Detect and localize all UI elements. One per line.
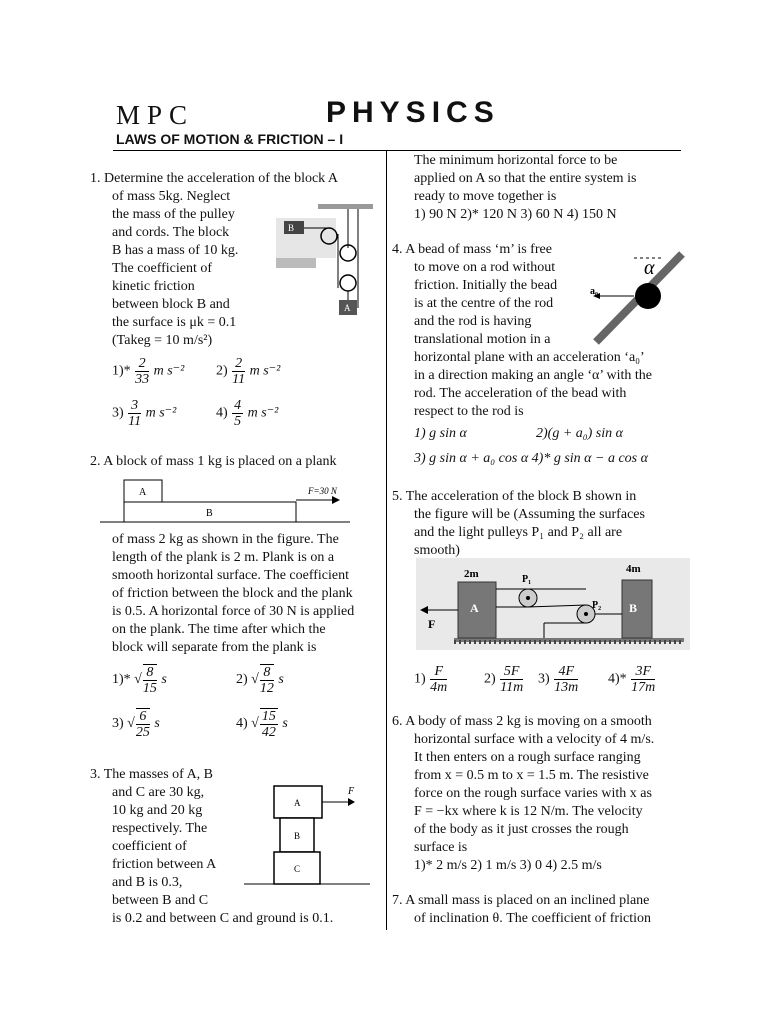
- q5-opt3-num: 3): [538, 671, 550, 687]
- q1-opt2-den: 11: [232, 372, 246, 387]
- header-mpc: MPC: [116, 100, 195, 130]
- q3-cont-line: ready to move together is: [414, 189, 557, 204]
- q3-label-force: F: [348, 786, 355, 797]
- q5-label-b: B: [629, 601, 638, 615]
- q5-line: 5. The acceleration of the block B shown in: [392, 489, 637, 504]
- q2-opt1-unit: s: [161, 672, 167, 688]
- q5-label-p2: P₂: [592, 600, 602, 611]
- q2-opt4-top: 15: [261, 709, 276, 724]
- q2-label-force: F=30 N: [308, 486, 337, 496]
- q2-opt1-top: 8: [143, 665, 157, 681]
- q1-opt3-num-top: 3: [128, 398, 141, 414]
- q3-line: 10 kg and 20 kg: [112, 803, 203, 818]
- q5-line: the figure will be (Assuming the surfaces: [414, 507, 645, 522]
- q2-opt2-top: 8: [260, 665, 274, 681]
- header-subject: PHYSICS: [326, 96, 500, 129]
- q1-line: and cords. The block: [112, 225, 230, 240]
- q4-line: in a direction making an angle ‘α’ with the: [414, 368, 652, 383]
- q5-opt2-den: 11m: [500, 680, 524, 695]
- q4-bead: [635, 283, 661, 309]
- q6-line: force on the rough surface varies with x as: [414, 786, 652, 801]
- q1-line: (Takeg = 10 m/s²): [112, 333, 213, 348]
- q2-label-b: B: [206, 508, 213, 519]
- q5-opt3-top: 4F: [554, 664, 578, 680]
- q5-label-f: F: [428, 617, 436, 631]
- q2-option-2[interactable]: 2) √ $\frac{8}{12}$ s: [236, 665, 284, 696]
- q5-label-4m: 4m: [626, 563, 641, 575]
- q4-bead-rod-figure: [582, 244, 686, 348]
- q1-option-3[interactable]: [112, 398, 176, 429]
- q4-line: translational motion in a: [414, 332, 551, 347]
- q1-opt4-num-top: 4: [234, 398, 242, 413]
- q4-line: 4. A bead of mass ‘m’ is free: [392, 242, 552, 257]
- q2-opt4-unit: s: [282, 716, 288, 732]
- q3-line: respectively. The: [112, 821, 208, 836]
- q2-block-plank-figure: [100, 476, 350, 528]
- q5-pulley-system-figure: [416, 558, 690, 650]
- q5-option-4[interactable]: [608, 664, 656, 695]
- q1-line: kinetic friction: [112, 279, 195, 294]
- q1-option-1[interactable]: [112, 356, 184, 387]
- q4-line: rod. The acceleration of the bead with: [414, 386, 627, 401]
- q1-line: the mass of the pulley: [112, 207, 235, 222]
- q7-line: of inclination θ. The coefficient of friction: [414, 911, 651, 926]
- q4-line: friction. Initially the bead: [414, 278, 558, 293]
- q4-line: respect to the rod is: [414, 404, 524, 419]
- q3-line: coefficient of: [112, 839, 187, 854]
- q5-opt4-top: 3F: [631, 664, 655, 680]
- q2-line: block will separate from the plank is: [112, 640, 317, 655]
- q1-label-a: A: [344, 303, 351, 313]
- q6-line: from x = 0.5 m to x = 1.5 m. The resistive: [414, 768, 649, 783]
- q2-opt4-den: 42: [261, 725, 276, 740]
- q2-first-line: 2. A block of mass 1 kg is placed on a plank: [90, 454, 337, 469]
- q5-line: and the light pulleys P₁ and P₂ all are: [414, 525, 623, 540]
- q4-option-2[interactable]: 2)(g + a₀) sin α: [536, 426, 623, 441]
- q4-option-3-4[interactable]: 3) g sin α + a₀ cos α 4)* g sin α − a cos α: [414, 451, 648, 466]
- q1-opt1-num: 1)*: [112, 363, 131, 379]
- q1-line: the surface is μk = 0.1: [112, 315, 237, 330]
- q1-opt2-unit: m s⁻²: [249, 363, 281, 379]
- q4-line: to move on a rod without: [414, 260, 556, 275]
- q2-opt2-den: 12: [259, 681, 274, 696]
- q3-stacked-blocks-figure: [244, 782, 370, 888]
- q4-label-alpha: α: [644, 257, 655, 279]
- q3-cont-line: applied on A so that the entire system is: [414, 171, 637, 186]
- q6-line: of the body as it just crosses the rough: [414, 822, 629, 837]
- q1-option-4[interactable]: [216, 398, 278, 429]
- q1-opt1-num-top: 2: [135, 356, 149, 372]
- q1-opt1-unit: m s⁻²: [153, 363, 185, 379]
- q3-line: 3. The masses of A, B: [90, 767, 214, 782]
- q6-line: It then enters on a rough surface ranging: [414, 750, 641, 765]
- q6-line: surface is: [414, 840, 468, 855]
- q2-opt2-unit: s: [278, 672, 284, 688]
- q4-option-1[interactable]: 1) g sin α: [414, 426, 467, 441]
- header-topic: LAWS OF MOTION & FRICTION – I: [116, 131, 344, 147]
- q1-opt4-den: 5: [234, 414, 242, 429]
- q1-opt4-unit: m s⁻²: [247, 405, 279, 421]
- q3-cont-line: The minimum horizontal force to be: [414, 153, 618, 168]
- q5-label-2m: 2m: [464, 568, 479, 580]
- q4-line: is at the centre of the rod: [414, 296, 554, 311]
- q3-label-b: B: [294, 831, 301, 841]
- q2-line: smooth horizontal surface. The coefficient: [112, 568, 350, 583]
- q2-option-1[interactable]: 1)* √ $\frac{8}{15}$ s: [112, 665, 167, 696]
- q3-label-a: A: [294, 798, 301, 808]
- q3-line: is 0.2 and between C and ground is 0.1.: [112, 911, 334, 926]
- q2-line: length of the plank is 2 m. Plank is on a: [112, 550, 335, 565]
- header-divider: [113, 150, 681, 151]
- q3-label-c: C: [294, 864, 301, 874]
- q5-opt3-den: 13m: [554, 680, 579, 695]
- q1-line: of mass 5kg. Neglect: [112, 189, 231, 204]
- q5-line: smooth): [414, 543, 460, 558]
- q1-line: B has a mass of 10 kg.: [112, 243, 239, 258]
- q1-opt2-num-top: 2: [232, 356, 245, 372]
- q1-opt3-unit: m s⁻²: [145, 405, 177, 421]
- q1-opt4-num: 4): [216, 405, 228, 421]
- q5-label-p1: P₁: [522, 574, 532, 585]
- q2-opt2-num: 2): [236, 672, 248, 688]
- q5-opt1-num: 1): [414, 671, 426, 687]
- q1-line: 1. Determine the acceleration of the block A: [90, 171, 339, 186]
- q2-opt3-top: 6: [136, 709, 150, 725]
- q2-opt4-num: 4): [236, 716, 248, 732]
- column-divider: [386, 150, 387, 930]
- q1-pulley-figure: [268, 198, 378, 328]
- q1-opt3-den: 11: [128, 414, 142, 429]
- q1-option-2[interactable]: [216, 356, 280, 387]
- q2-line: is 0.5. A horizontal force of 30 N is applied: [112, 604, 355, 619]
- q1-label-b: B: [288, 223, 295, 233]
- q2-line: on the plank. The time after which the: [112, 622, 326, 637]
- q2-line: of friction between the block and the plank: [112, 586, 353, 601]
- q4-label-a0: a₀: [590, 286, 598, 297]
- q3-line: friction between A: [112, 857, 217, 872]
- q3-line: and B is 0.3,: [112, 875, 183, 890]
- q2-option-4[interactable]: 4) √ $\frac{15}{42}$ s: [236, 709, 288, 740]
- q5-option-3[interactable]: [538, 664, 579, 695]
- q2-opt3-den: 25: [135, 725, 150, 740]
- q6-line: F = −kx where k is 12 N/m. The velocity: [414, 804, 643, 819]
- q1-line: between block B and: [112, 297, 230, 312]
- q6-line: horizontal surface with a velocity of 4 m/s.: [414, 732, 655, 747]
- q5-option-2[interactable]: [484, 664, 524, 695]
- q1-opt1-den: 33: [135, 372, 150, 387]
- q5-opt2-num: 2): [484, 671, 496, 687]
- q3-options[interactable]: 1) 90 N 2)* 120 N 3) 60 N 4) 150 N: [414, 207, 617, 222]
- q1-line: The coefficient of: [112, 261, 213, 276]
- q4-line: and the rod is having: [414, 314, 532, 329]
- q2-opt1-num: 1)*: [112, 672, 131, 688]
- q5-option-1[interactable]: [414, 664, 448, 695]
- q2-option-3[interactable]: 3) √ $\frac{6}{25}$ s: [112, 709, 160, 740]
- q5-label-a: A: [470, 601, 479, 615]
- q5-opt4-den: 17m: [631, 680, 656, 695]
- q2-label-a: A: [139, 487, 147, 498]
- q2-opt1-den: 15: [142, 681, 157, 696]
- q7-line: 7. A small mass is placed on an inclined plane: [392, 893, 650, 908]
- q2-opt3-num: 3): [112, 716, 124, 732]
- q4-line: horizontal plane with an acceleration ‘a₀’: [414, 350, 645, 365]
- q5-opt1-den: 4m: [430, 680, 448, 695]
- q1-opt3-num: 3): [112, 405, 124, 421]
- q5-opt1-top: F: [430, 664, 447, 680]
- q5-opt4-num: 4)*: [608, 671, 627, 687]
- q2-line: of mass 2 kg as shown in the figure. The: [112, 532, 339, 547]
- q6-options[interactable]: 1)* 2 m/s 2) 1 m/s 3) 0 4) 2.5 m/s: [414, 858, 602, 873]
- q1-opt2-num: 2): [216, 363, 228, 379]
- q3-line: between B and C: [112, 893, 209, 908]
- q2-opt3-unit: s: [154, 716, 160, 732]
- q6-line: 6. A body of mass 2 kg is moving on a smooth: [392, 714, 652, 729]
- q5-opt2-top: 5F: [500, 664, 523, 680]
- q3-line: and C are 30 kg,: [112, 785, 205, 800]
